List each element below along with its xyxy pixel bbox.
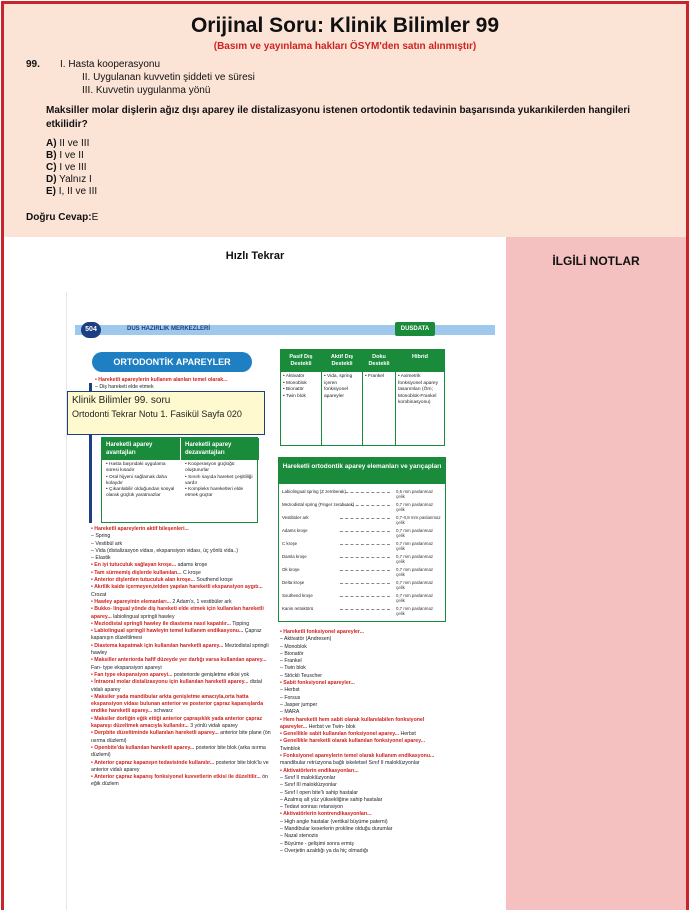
gtable-cell: • Frankel xyxy=(365,374,385,379)
list-line: • Hem hareketli hem sabit olarak kullanılabilen fonksiyonel apareyler... Herbst ve Twin- blok xyxy=(280,716,425,730)
list-line: • Akrilik kaide içermeyen,telden yapılan hareketli ekspansiyon aygıtı... Crozat xyxy=(91,584,263,598)
list-line: • Maksiler yada mandibular arkta genişletme amacıyla,orta hatta ekspansiyon vidası bulunan anterior ve posterior çapraz kapanışlarda endike hareketli aparey... schwarz xyxy=(91,693,264,715)
gtable-divider xyxy=(362,350,363,445)
list-line: – Mandibular keserlerin prokline olduğu durumlar xyxy=(280,826,393,833)
option-e[interactable] xyxy=(46,186,97,197)
list-line: – Stöckli Teuscher xyxy=(280,672,322,679)
option-key: D) xyxy=(46,174,57,185)
etable-row: Meziodistal spring (Finger zemberek) 0,7 mm paslanmaz çelik xyxy=(282,502,434,512)
adv-item: • Kompleks hareketleri elde etmek güçtür xyxy=(185,487,244,499)
etable-row: Southend kroşe 0,7 mm paslanmaz çelik xyxy=(282,593,434,603)
list-line: • Sabit fonksiyonel apareyler... xyxy=(280,680,355,687)
list-top xyxy=(95,377,275,392)
adv-right-col xyxy=(185,462,257,500)
related-notes-title: İLGİLİ NOTLAR xyxy=(552,254,640,268)
list-line: • Diastema kapatmak için kullanılan hareketli aparey... Meziodistal springli hawley xyxy=(91,642,269,657)
etable-title: Hareketli ortodontik aparey elemanları ve yarıçapları xyxy=(279,458,445,484)
list-line: – Vestibül ark xyxy=(91,540,123,547)
list-line: • Genellikle sabit kullanılan fonksiyonel aparey... Herbst xyxy=(280,731,416,738)
advantages-table xyxy=(101,437,258,523)
question-number: 99. xyxy=(26,59,40,70)
list-line xyxy=(95,377,275,384)
etable-row: Ok kroşe 0,7 mm paslanmaz çelik xyxy=(282,567,434,577)
list-line: • Meziodistal springli hawley ile diastema nasıl kapatılır... Tipping xyxy=(91,620,250,627)
list-line: – MARA xyxy=(280,709,300,716)
gtable-cell: • Aktivatör • Monoblok • Bionatör • Twin blok xyxy=(283,374,307,399)
list-line: • Anterior dişlerden tutuculuk alan kroşe... Southend kroşe xyxy=(91,577,233,584)
statement-2: II. Uygulanan kuvvetin şiddeti ve süresi xyxy=(82,72,255,83)
option-key: A) xyxy=(46,138,57,149)
list-line: – Spring xyxy=(91,533,111,540)
list-line: • Maksiller anteriorda hafif düzeyde yer darlığı varsa kullanılan aparey... Fan- type ekspansiyon apareyi xyxy=(91,657,267,671)
list-line: – Forsus xyxy=(280,694,301,701)
list-line: • Hareketli fonksiyonel apareyler... xyxy=(280,629,364,635)
adv-item: • Sınırlı sayıda hareket çeşitliliği vardır xyxy=(185,474,253,486)
etable-row: Damla kroşe 0,7 mm paslanmaz çelik xyxy=(282,554,434,564)
list-line: – Büyüme - gelişimi sonra ermiş xyxy=(280,840,354,847)
quick-review-title: Hızlı Tekrar xyxy=(225,250,285,262)
adv-left-col xyxy=(106,462,178,500)
copyright-note: (Basım ve yayınlama hakları ÖSYM'den satın alınmıştır) xyxy=(213,41,477,52)
question-reference-box xyxy=(67,391,265,435)
list-line: – Azalmış alt yüz yüksekliğine sahip hastalar xyxy=(280,796,383,803)
list-line: • Bukko- lingual yönde diş hareketi elde etmek için kullanılan hareketli aparey... labiolingual springli hawley xyxy=(91,606,264,620)
list-line: – Bionatör xyxy=(280,650,304,657)
list-line: • En iyi tutuculuk sağlayan kroşe... adams kroşe xyxy=(91,562,208,569)
option-text: I, II ve III xyxy=(58,186,98,197)
list-line: – High angle hastalar (vertikal büyüme paterni) xyxy=(280,818,388,825)
question-stem: Maksiller molar dişlerin ağız dışı aparey ile distalizasyonu istenen ortodontik tedavinin başarısında yukarıkilerden hangileri etkilidir? xyxy=(46,105,631,130)
elements-table xyxy=(278,457,446,622)
list-line: • Fan type ekspansiyon apareyi... posteriorde genişletme etkisi yok xyxy=(91,671,250,678)
option-text: I ve II xyxy=(59,150,84,161)
list-right xyxy=(280,629,445,855)
list-line: – Nazal stenozis xyxy=(280,833,319,840)
adv-item: • Çıkarılabilir olduğundan sosyal olarak güçlük yaratmazlar xyxy=(106,487,175,499)
option-d[interactable] xyxy=(46,174,92,185)
adv-item: • Hasta başındaki uygulama süresi kısadır xyxy=(106,462,166,474)
list-line: • Hareketli apareylerin aktif bileşenleri... xyxy=(91,526,189,532)
statement-1: I. Hasta kooperasyonu xyxy=(60,59,161,70)
list-line: • Maksiler dorliğin eğik ettiği anterior çapraşıklık yada anterior çapraz kapanışı düzeltmek amacıyla kullanılır... 3 yönlü vidalı aparey xyxy=(91,715,263,730)
page-number: 504 xyxy=(81,322,101,338)
list-text: – Diş hareketi elde etmek xyxy=(95,384,154,391)
list-line: • Hawley apareyinin elemanları... 2 Adam's, 1 vestibüler ark xyxy=(91,598,232,605)
option-key: E) xyxy=(46,186,56,197)
adv-header-left: Hareketli aparey avantajları xyxy=(102,438,180,460)
etable-row: C kroşe 0,7 mm paslanmaz çelik xyxy=(282,541,434,551)
list-line: • Labiolingual springli hawleyin temel kullanım endikasyonu... Çapraz kapanışın düzeltilmesi xyxy=(91,628,262,642)
page-title: Orijinal Soru: Klinik Bilimler 99 xyxy=(190,14,500,37)
section-title: ORTODONTİK APAREYLER xyxy=(92,352,252,372)
list-line: • Openbite'da kullanılan hareketli aparey... posterior bite blok (arka ısırma düzlemi) xyxy=(91,744,266,759)
list-line: – Tedavi sonrası retansiyon xyxy=(280,804,344,811)
list-line: • Tam sürmemiş dişlerde kullanılan... C kroşe xyxy=(91,569,201,576)
list-highlight: • Hareketli apareylerin kullanım alanları temel olarak... xyxy=(95,377,228,383)
quick-review-panel xyxy=(4,237,506,910)
list-line: • Aktivatörlerin kontrendikasyonları... xyxy=(280,811,372,818)
adv-header-right: Hareketli aparey dezavantajları xyxy=(181,438,259,460)
option-text: I ve III xyxy=(59,162,87,173)
etable-row: Adams kroşe 0,7 mm paslanmaz çelik xyxy=(282,528,434,538)
option-key: B) xyxy=(46,150,57,161)
reference-title: Klinik Bilimler 99. soru xyxy=(72,395,171,406)
list-line: • Anterior çapraz kapanışın tedavisinde kullanılır... posterior bite blok'lu ve anterior vidalı aparey xyxy=(91,759,269,773)
list-line: – Jasper jumper xyxy=(280,701,318,708)
list-line: – Overjetin azaldığı ya da hiç olmadığı xyxy=(280,847,369,854)
list-line: • Genellikle hareketli olarak kullanılan fonksiyonel aparey... Twinblok xyxy=(280,738,426,752)
gtable-header: Doku Destekli xyxy=(363,350,395,372)
list-line: – Frankel xyxy=(280,658,302,665)
gtable-header: Pasif Dış Destekli xyxy=(281,350,321,372)
answer-label: Doğru Cevap: xyxy=(26,212,92,223)
option-key: C) xyxy=(46,162,57,173)
gtable-header: Aktif Dış Destekli xyxy=(322,350,362,372)
etable-row: Kanin retraktörü 0,7 mm paslanmaz çelik xyxy=(282,606,434,616)
gtable-header: Hibrid xyxy=(396,350,444,372)
list-line: – Monoblok xyxy=(280,643,307,650)
list-line: – Sınıf II maloklüzyonlar xyxy=(280,774,336,781)
gtable-cell: • Vida, spring içeren fonksiyonel apareyler xyxy=(324,374,353,399)
list-line: • Aktivatörlerin endikasyonları... xyxy=(280,767,359,774)
functional-appliance-table xyxy=(280,349,445,446)
list-line: – Vida (distalizasyon vidası, ekspansiyon vidası, üç yönlü vida..) xyxy=(91,547,238,554)
option-c[interactable] xyxy=(46,162,87,173)
question-card xyxy=(1,1,689,910)
page-header-title: DUS HAZIRLIK MERKEZLERİ xyxy=(127,326,210,332)
list-line: • Derpbite düzeltiminde kullanılan hareketli aparey... anterior bite plane (ön ısırma düzlemi) xyxy=(91,730,271,744)
list-line: – Sınıf III maloklüzyonlar xyxy=(280,782,337,789)
list-line: – Aktivatör (Andresen) xyxy=(280,636,332,643)
etable-row: Vestibüler ark 0,7-0,8 mm paslanmaz çelik xyxy=(282,515,441,525)
list-line: • Fonksiyonel apareylerin temel olarak kullanım endikasyonu... mandibular retrüzyona bağlı iskeletsel Sınıf II maloklüzyonlar xyxy=(280,753,435,767)
option-text: Yalnız I xyxy=(59,174,92,185)
etable-row: Labiolingual spring (Z zemberek) 0,5 mm paslanmaz çelik xyxy=(282,489,434,499)
list-line: – Twin blok xyxy=(280,665,306,672)
option-b[interactable] xyxy=(46,150,84,161)
book-page-image xyxy=(66,292,498,910)
list-main xyxy=(91,526,271,789)
list-line: – Elastik xyxy=(91,555,111,562)
correct-answer xyxy=(26,212,98,223)
answer-value: E xyxy=(91,212,99,223)
option-text: II ve III xyxy=(59,138,90,149)
list-line: • Anterior çapraz kapanış fonksiyonel kuvvetlerin etkisi ile düzeltilir... ön eğik düzlem xyxy=(91,774,268,788)
list-line: – Herbst xyxy=(280,687,300,694)
related-notes-panel xyxy=(506,237,686,910)
adv-item: • Oral hijyeni sağlamak daha kolaydır xyxy=(106,474,167,486)
option-a[interactable] xyxy=(46,138,89,149)
statement-3: III. Kuvvetin uygulanma yönü xyxy=(82,85,211,96)
question-panel xyxy=(4,4,686,237)
list-line: • İntraoral molar distalizasyonu için kullanılan hareketli aparey... distal vidalı aparey xyxy=(91,679,262,693)
reference-text: Ortodonti Tekrar Notu 1. Fasikül Sayfa 020 xyxy=(72,409,242,419)
adv-item: • Kooperasyon güçlüğü oluştururlar xyxy=(185,462,235,474)
list-line: – Sınıf I open bite'lı sahip hastalar xyxy=(280,789,358,796)
publisher-logo: DUSDATA xyxy=(395,322,435,336)
etable-row: Delta kroşe 0,7 mm paslanmaz çelik xyxy=(282,580,434,590)
gtable-cell: • Aximetrik fonksiyonel aparey tasarımları (Örn; Monoblok-Frankel kombinasyonu) xyxy=(398,374,438,405)
